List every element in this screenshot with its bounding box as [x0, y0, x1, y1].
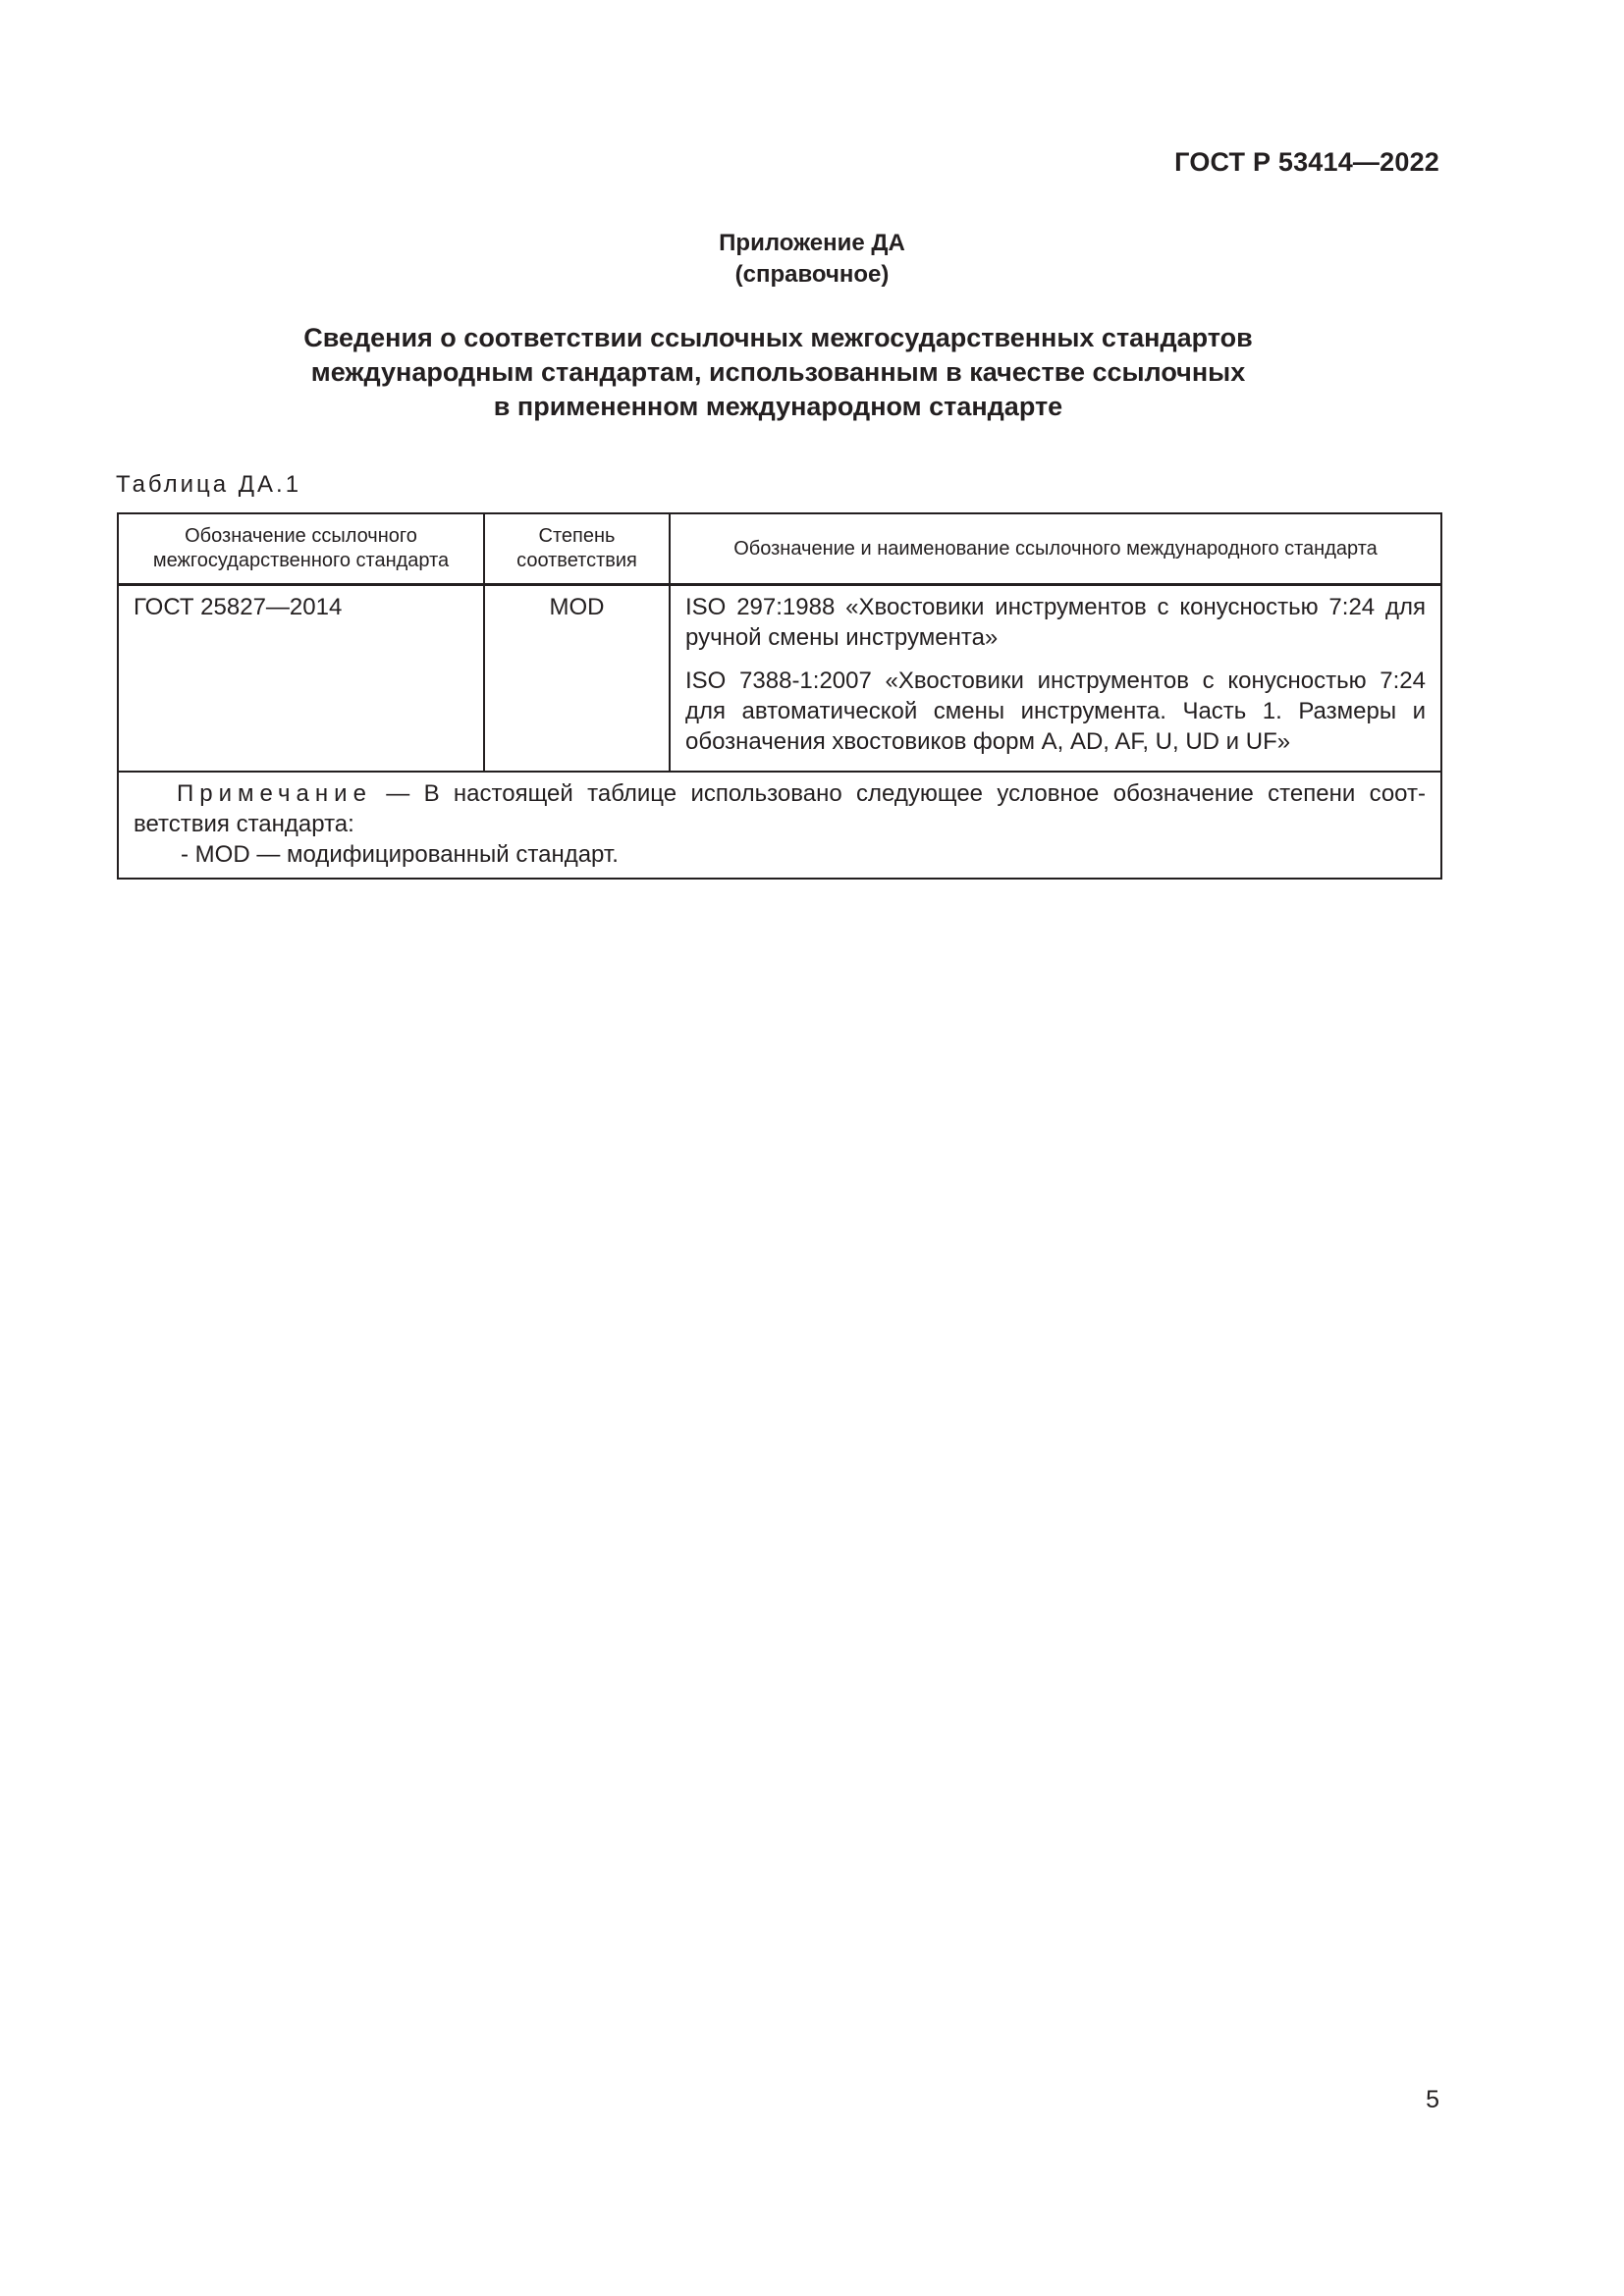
note-text: — В настоящей таблице использовано следующее условное обозначение степени соот-	[371, 779, 1426, 807]
column-header-international: Обозначение и наименование ссылочного международного стандарта	[670, 513, 1441, 585]
appendix-title-block	[0, 228, 1624, 291]
international-standard-entry: ISO 297:1988 «Хвостовики инструментов с конусностью 7:24 для ручной смены инструмента»	[685, 594, 1426, 651]
column-header-degree: Степень соответствия	[484, 513, 670, 585]
page-number: 5	[1426, 2086, 1439, 2113]
heading-line: Сведения о соответствии ссылочных межгосударственных стандартов	[303, 323, 1253, 352]
appendix-subtitle: (справочное)	[734, 261, 890, 288]
section-heading	[118, 321, 1438, 424]
table-note-row	[118, 772, 1441, 879]
note-list-item: - MOD — модифицированный стандарт.	[181, 840, 619, 868]
note-line: ветствия стандарта:	[134, 810, 354, 837]
heading-line: международным стандартам, использованным в качестве ссылочных	[310, 357, 1246, 387]
table-caption: Таблица ДА.1	[116, 471, 302, 498]
cell-designation: ГОСТ 25827—2014	[118, 585, 484, 772]
table-row	[118, 585, 1441, 772]
note-line	[134, 778, 1426, 809]
cell-international	[670, 585, 1441, 772]
cell-degree: MOD	[484, 585, 670, 772]
reference-standards-table	[117, 512, 1442, 880]
column-header-designation: Обозначение ссылочного межгосударственного стандарта	[118, 513, 484, 585]
heading-line: в примененном международном стандарте	[493, 392, 1063, 421]
table-note	[118, 772, 1441, 879]
note-label: Примечание	[177, 779, 372, 807]
appendix-title: Приложение ДА	[719, 230, 905, 256]
table-header-row	[118, 513, 1441, 585]
document-code: ГОСТ Р 53414—2022	[1174, 147, 1439, 177]
international-standard-entry: ISO 7388-1:2007 «Хвостовики инструментов с конусностью 7:24 для автоматической смены инструмента. Часть 1. Размеры и обозначения хвостовиков форм А, AD, AF, U, UD и UF»	[685, 667, 1426, 755]
